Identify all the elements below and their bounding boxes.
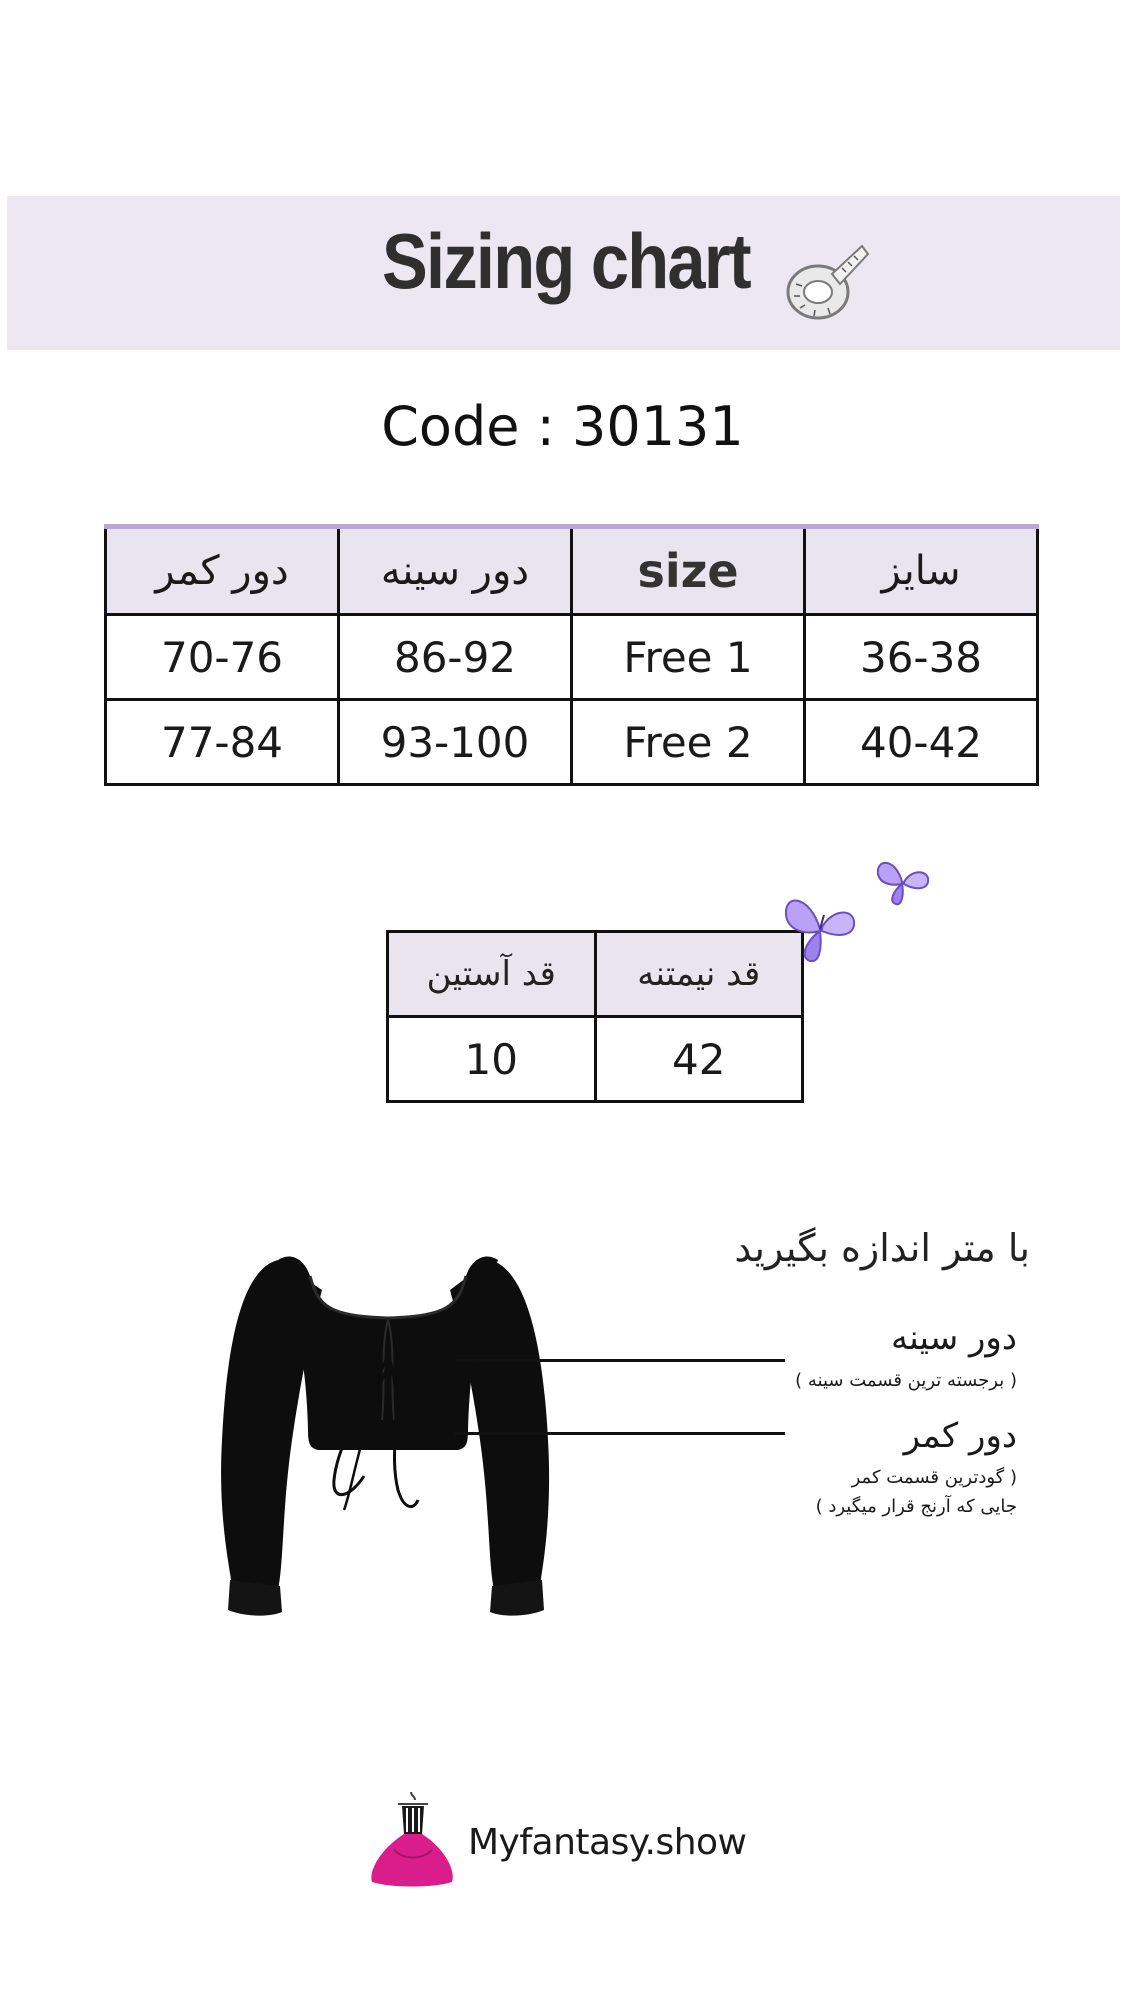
length-table (386, 930, 804, 1103)
header-sleeve-length: قد آستین (388, 932, 596, 1017)
header-size-en: size (572, 527, 805, 615)
measure-instruction: با متر اندازه بگیرید (734, 1226, 1030, 1270)
size-table (104, 524, 1039, 786)
header-waist: دور کمر (106, 527, 339, 615)
table-row (106, 700, 1038, 785)
cell-chest: 93-100 (339, 700, 572, 785)
size-table-header-row (106, 527, 1038, 615)
waist-guide-line (455, 1432, 785, 1435)
cell-waist: 70-76 (106, 615, 339, 700)
cell-sleeve-length: 10 (388, 1017, 596, 1102)
crop-top-illustration (218, 1240, 558, 1620)
cell-chest: 86-92 (339, 615, 572, 700)
product-code: Code : 30131 (381, 395, 744, 458)
dress-icon (364, 1790, 460, 1890)
cell-size-fa: 36-38 (805, 615, 1038, 700)
brand-name: Myfantasy.show (468, 1822, 747, 1863)
header-top-length: قد نیمتنه (595, 932, 803, 1017)
butterfly-icon (872, 852, 934, 910)
table-row (388, 1017, 803, 1102)
cell-top-length: 42 (595, 1017, 803, 1102)
header-size-fa: سایز (805, 527, 1038, 615)
butterfly-icon (780, 885, 862, 967)
page-title: Sizing chart (382, 217, 750, 305)
cell-waist: 77-84 (106, 700, 339, 785)
table-row (106, 615, 1038, 700)
header-chest: دور سینه (339, 527, 572, 615)
chest-guide-line (455, 1359, 785, 1362)
cell-size-en: Free 2 (572, 700, 805, 785)
cell-size-en: Free 1 (572, 615, 805, 700)
chest-label: دور سینه (890, 1318, 1017, 1358)
measuring-tape-icon (780, 240, 870, 330)
waist-note-line1: ( گودترین قسمت کمر (851, 1467, 1017, 1488)
cell-size-fa: 40-42 (805, 700, 1038, 785)
length-table-header-row (388, 932, 803, 1017)
waist-note-line2: جایی که آرنج قرار میگیرد ) (815, 1496, 1017, 1517)
waist-label: دور کمر (903, 1416, 1017, 1456)
chest-note: ( برجسته ترین قسمت سینه ) (795, 1370, 1017, 1391)
